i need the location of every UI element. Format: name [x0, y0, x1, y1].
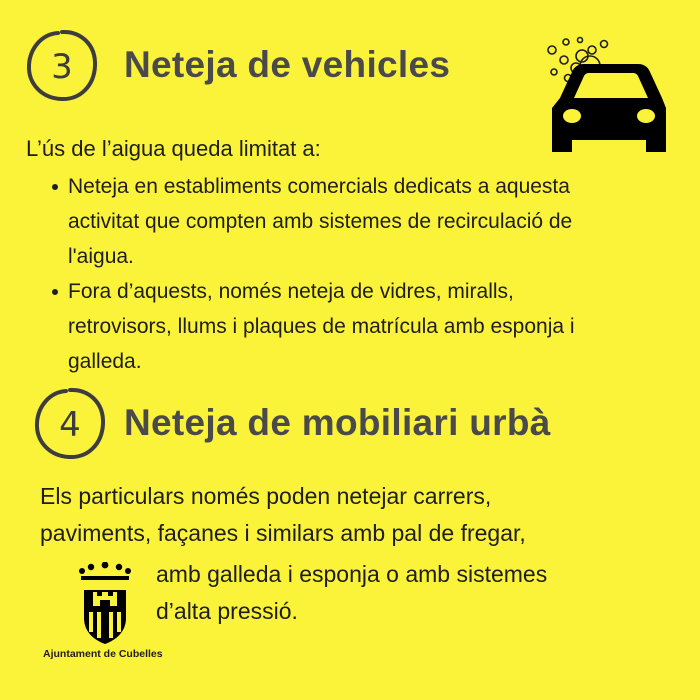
section-4-line: paviments, façanes i similars amb pal de fregar,: [40, 520, 526, 546]
section-4-line: amb galleda i esponja o amb sistemes: [156, 561, 548, 587]
car-wash-icon: [542, 34, 672, 156]
section-4-number-badge: [30, 384, 110, 464]
bullet-line: retrovisors, llums i plaques de matrícula amb esponja i: [68, 315, 575, 338]
bullet-line: activitat que compten amb sistemes de recirculació de: [68, 210, 573, 233]
bullet-dot: [52, 289, 58, 295]
section-4-line: Els particulars només poden netejar carrers,: [40, 483, 492, 509]
bullet-line: Neteja en establiments comercials dedicats a aquesta: [68, 175, 570, 198]
section-3-number: 3: [51, 47, 73, 87]
section-3-bullet-list: [30, 169, 690, 379]
list-item: [30, 274, 690, 379]
list-item: [30, 169, 690, 274]
bullet-line: Fora d’aquests, només neteja de vidres, miralls,: [68, 280, 514, 303]
section-4-number: 4: [59, 405, 81, 445]
municipality-name: Ajuntament de Cubelles: [43, 648, 163, 660]
municipal-shield-icon: [76, 562, 134, 646]
section-3-number-badge: [22, 26, 102, 106]
section-3-intro: L’ús de l’aigua queda limitat a:: [26, 136, 321, 161]
section-4-title: Neteja de mobiliari urbà: [124, 402, 551, 443]
section-3-title: Neteja de vehicles: [124, 44, 451, 85]
bullet-line: l'aigua.: [68, 245, 134, 268]
bullet-dot: [52, 184, 58, 190]
bullet-line: galleda.: [68, 350, 142, 373]
section-4-line: d’alta pressió.: [156, 598, 298, 624]
